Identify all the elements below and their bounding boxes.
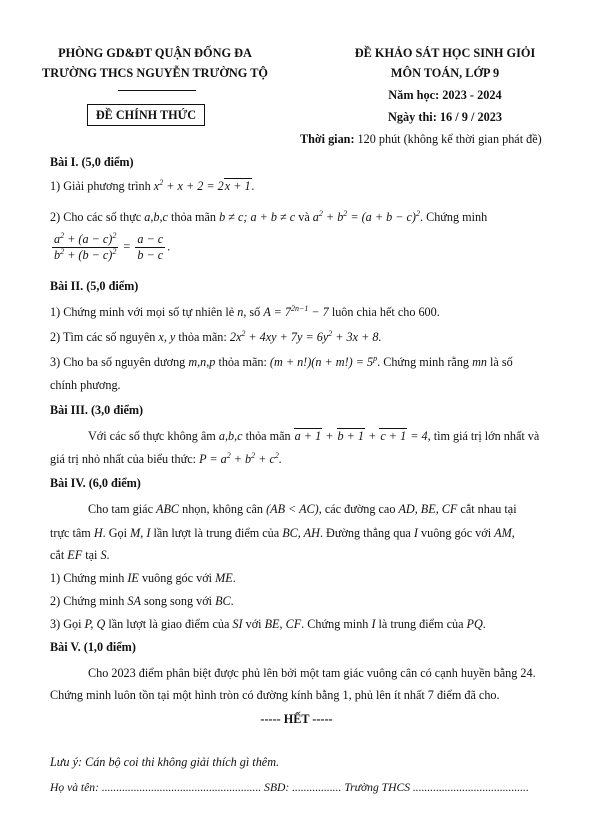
end-marker: ----- HẾT ----- <box>260 712 333 726</box>
section-4-text-1: Cho tam giác ABC nhọn, không cân (AB < AC), các đường cao AD, BE, CF cắt nhau tại <box>88 502 517 516</box>
school-year: Năm học: 2023 - 2024 <box>388 88 502 102</box>
candidate-info-fields: Họ và tên: ....................................................... SBD: ................. Trường THCS ........................................ <box>50 781 529 794</box>
section-5-text-1: Cho 2023 điểm phân biệt được phủ lên bởi một tam giác vuông cân có cạnh huyền bằng 24. <box>88 666 536 680</box>
section-5-title: Bài V. (1,0 điểm) <box>50 640 136 654</box>
section-2-title: Bài II. (5,0 điểm) <box>50 279 139 293</box>
section-3-text-2: giá trị nhỏ nhất của biểu thức: $P = a^2 + b^2 + c^2$. <box>50 451 282 466</box>
section-2-question-3-cont: chính phương. <box>50 378 121 392</box>
section-4-title: Bài IV. (6,0 điểm) <box>50 476 141 490</box>
exam-duration: Thời gian: 120 phút (không kể thời gian phát đề) <box>300 132 542 146</box>
section-1-fraction-identity: $\frac{a^2 + (a - c)^2}{b^2 + (b - c)^2}$ = $\frac{a - c}{b - c}$ . <box>54 231 171 262</box>
section-2-question-3: 3) Cho ba số nguyên dương m,n,p thỏa mãn: $(m + n!)(n + m!) = 5^p$. Chứng minh rằng mn là số <box>50 354 513 369</box>
section-4-text-3: cắt EF tại S. <box>50 548 110 562</box>
section-3-text-1: Với các số thực không âm a,b,c thỏa mãn a + 1 + b + 1 + c + 1 = 4, tìm giá trị lớn nhất và <box>88 429 540 443</box>
equation: $x^2 + x + 2 = 2x + 1$. <box>153 178 255 193</box>
school-name: TRƯỜNG THCS NGUYỄN TRƯỜNG TỘ <box>42 66 268 80</box>
footer-note: Lưu ý: Cán bộ coi thi không giải thích gì thêm. <box>50 755 280 769</box>
section-1-question-1: 1) Giải phương trình $x^2 + x + 2 = 2x + 1$. <box>50 178 255 193</box>
official-exam-badge: ĐỀ CHÍNH THỨC <box>87 104 205 126</box>
subject-grade: MÔN TOÁN, LỚP 9 <box>390 66 500 80</box>
exam-date: Ngày thi: 16 / 9 / 2023 <box>387 110 503 124</box>
section-5-text-2: Chứng minh luôn tồn tại một hình tròn có đường kính bằng 1, phủ lên ít nhất 7 điểm đã cho. <box>50 688 500 702</box>
section-4-question-3: 3) Gọi P, Q lần lượt là giao điểm của SI với BE, CF. Chứng minh I là trung điểm của PQ. <box>50 617 486 631</box>
section-2-question-1: 1) Chứng minh với mọi số tự nhiên lẻ n, số $A = 7^{2n-1} - 7$ luôn chia hết cho 600. <box>50 304 440 319</box>
section-4-question-1: 1) Chứng minh IE vuông góc với ME. <box>50 571 236 585</box>
section-1-question-2: 2) Cho các số thực a,b,c thỏa mãn b ≠ c; a + b ≠ c và $a^2 + b^2 = (a + b - c)^2$. Chứng minh <box>50 209 488 224</box>
section-3-title: Bài III. (3,0 điểm) <box>50 403 144 417</box>
department-name: PHÒNG GD&ĐT QUẬN ĐỐNG ĐA <box>58 46 252 60</box>
section-4-text-2: trực tâm H. Gọi M, I lần lượt là trung điểm của BC, AH. Đường thẳng qua I vuông góc với AM, <box>50 526 515 540</box>
exam-title: ĐỀ KHẢO SÁT HỌC SINH GIỎI <box>354 46 536 60</box>
section-2-question-2: 2) Tìm các số nguyên x, y thỏa mãn: $2x^2 + 4xy + 7y = 6y^2 + 3x + 8$. <box>50 329 382 344</box>
section-1-title: Bài I. (5,0 điểm) <box>50 155 134 169</box>
header-divider <box>118 90 196 91</box>
section-4-question-2: 2) Chứng minh SA song song với BC. <box>50 594 234 608</box>
